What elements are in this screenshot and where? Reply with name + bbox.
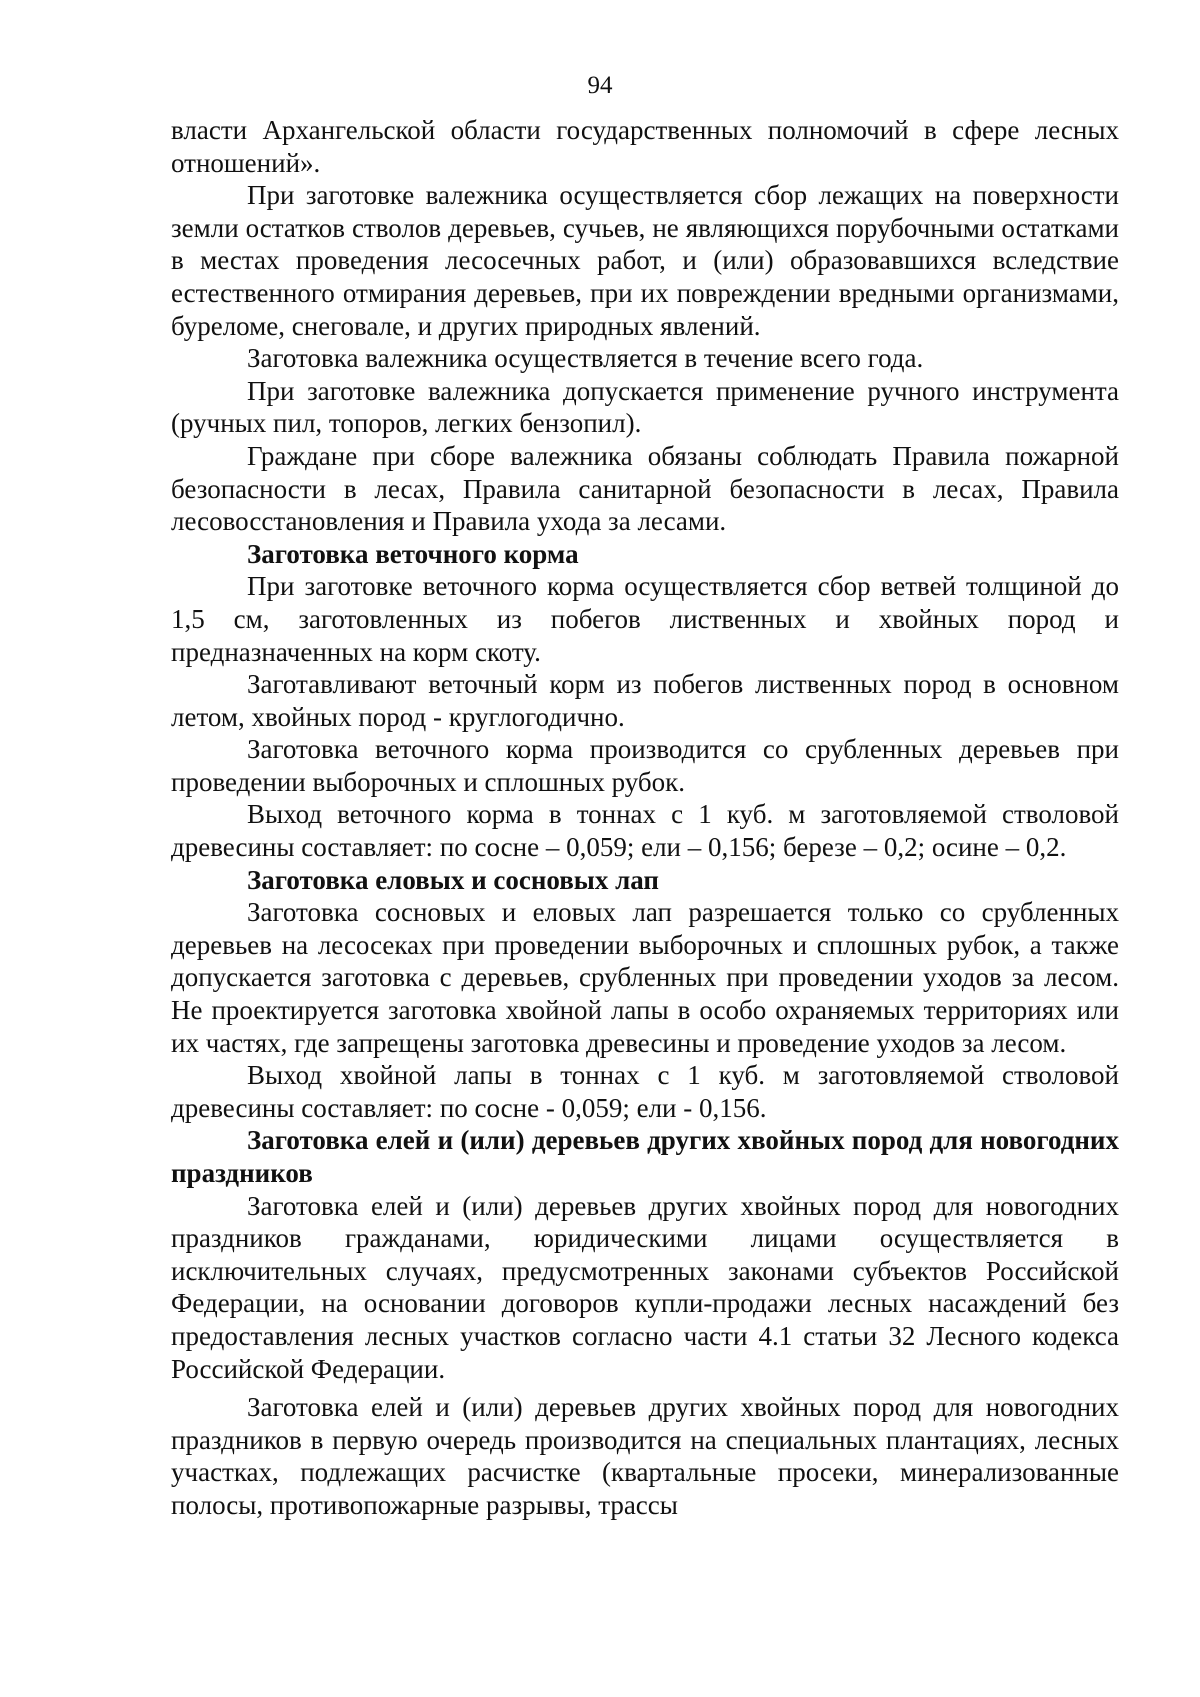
heading-spruce-pine-branches: Заготовка еловых и сосновых лап [247, 864, 659, 895]
heading-branch-fodder: Заготовка веточного корма [247, 538, 579, 569]
page-number: 94 [587, 72, 613, 99]
paragraph-branch-fodder-source: Заготовка веточного корма производится со срубленных деревьев при проведении выборочных и сплошных рубок. [171, 734, 1119, 797]
paragraph-deadwood-collection: При заготовке валежника осуществляется сбор лежащих на поверхности земли остатков стволов деревьев, сучьев, не являющихся порубочными остатками в местах проведения лесосечных работ, и (или) образовавшихся вследствие естественного отмирания деревьев, при их повреждении вредными организмами, буреломе, снеговале, и других природных явлений. [171, 180, 1119, 341]
paragraph-conifer-branches-yield: Выход хвойной лапы в тоннах с 1 куб. м заготовляемой стволовой древесины составляет: по сосне - 0,059; ели - 0,156. [171, 1060, 1119, 1123]
paragraph-branch-fodder-collection: При заготовке веточного корма осуществляется сбор ветвей толщиной до 1,5 см, заготовленных из побегов лиственных и хвойных пород и предназначенных на корм скоту. [171, 571, 1119, 667]
paragraph-branch-fodder-season: Заготавливают веточный корм из побегов лиственных пород в основном летом, хвойных пород - круглогодично. [171, 669, 1119, 732]
paragraph-branch-fodder-yield: Выход веточного корма в тоннах с 1 куб. м заготовляемой стволовой древесины составляет: по сосне – 0,059; ели – 0,156; березе – 0,2; осине – 0,2. [171, 799, 1119, 863]
paragraph-new-year-trees-priority: Заготовка елей и (или) деревьев других хвойных пород для новогодних праздников в первую очередь производится на специальных плантациях, лесных участках, подлежащих расчистке (квартальные просеки, минерализованные полосы, противопожарные разрывы, трассы [171, 1392, 1119, 1520]
paragraph-new-year-trees-basis: Заготовка елей и (или) деревьев других хвойных пород для новогодних праздников гражданами, юридическими лицами осуществляется в исключительных случаях, предусмотренных законами субъектов Российской Федерации, на основании договоров купли-продажи лесных насаждений без предоставления лесных участков согласно части 4.1 статьи 32 Лесного кодекса Российской Федерации. [171, 1190, 1119, 1384]
paragraph-deadwood-season: Заготовка валежника осуществляется в течение всего года. [247, 343, 924, 374]
page-body [171, 114, 1119, 1522]
paragraph-deadwood-tools: При заготовке валежника допускается применение ручного инструмента (ручных пил, топоров, легких бензопил). [171, 375, 1119, 439]
heading-new-year-trees: Заготовка елей и (или) деревьев других хвойных пород для новогодних праздников [171, 1125, 1119, 1188]
paragraph-continuation: власти Архангельской области государственных полномочий в сфере лесных отношений». [171, 115, 1119, 178]
paragraph-conifer-branches-permission: Заготовка сосновых и еловых лап разрешается только со срубленных деревьев на лесосеках при проведении выборочных и сплошных рубок, а также допускается заготовка с деревьев, срубленных при проведении уходов за лесом. Не проектируется заготовка хвойной лапы в особо охраняемых территориях или их частях, где запрещены заготовка древесины и проведение уходов за лесом. [171, 897, 1119, 1058]
paragraph-deadwood-rules: Граждане при сборе валежника обязаны соблюдать Правила пожарной безопасности в лесах, Правила санитарной безопасности в лесах, Правила лесовосстановления и Правила ухода за лесами. [171, 440, 1119, 537]
